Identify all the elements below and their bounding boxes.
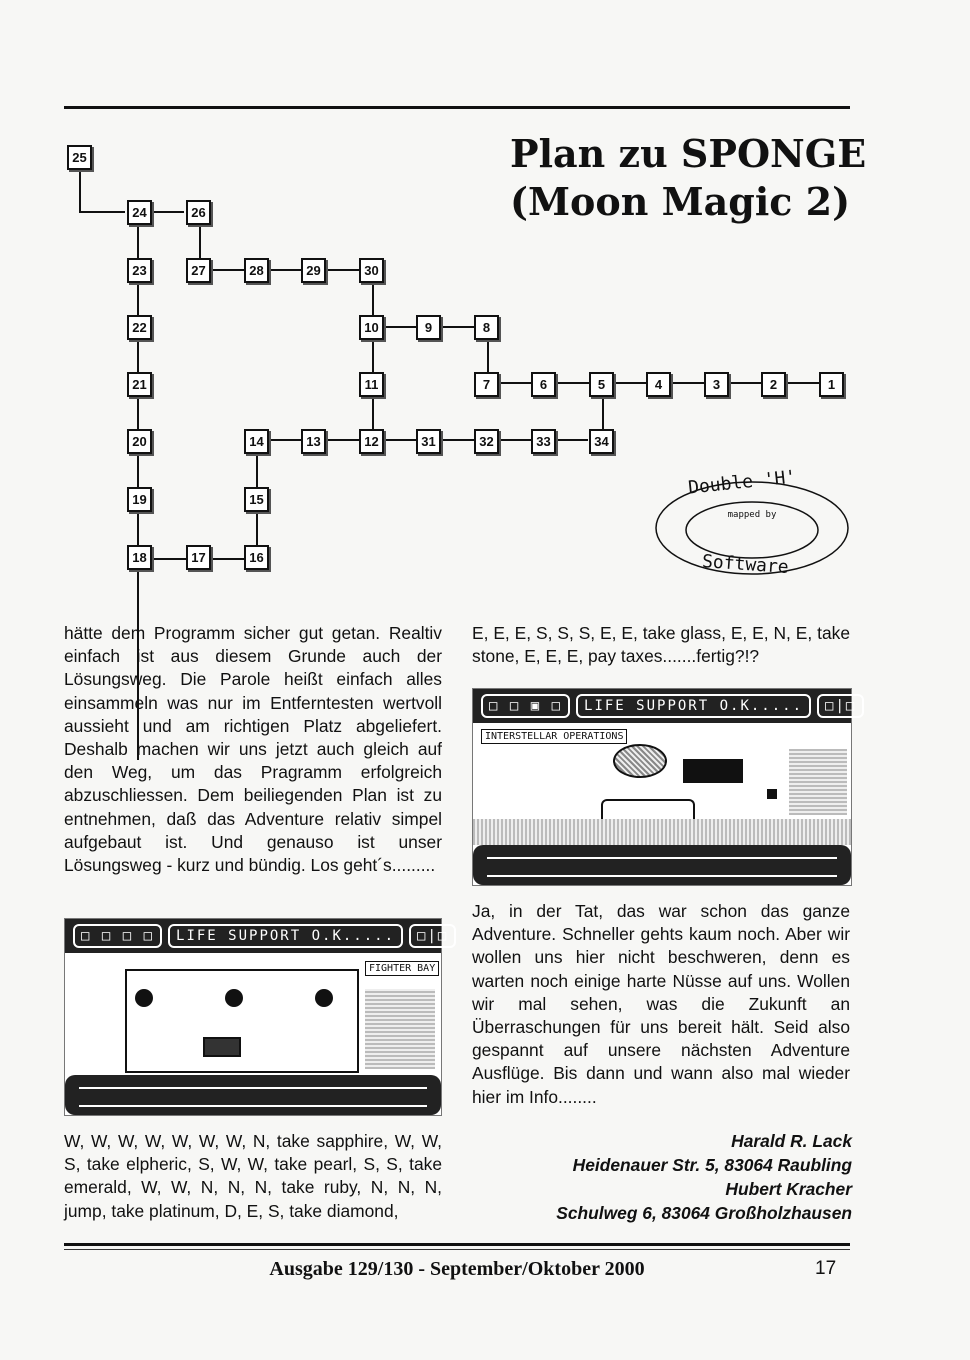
small-block (767, 789, 777, 799)
status-dots: □ □ ▣ □ (481, 694, 570, 718)
control-block (683, 759, 743, 783)
room-2: 2 (761, 372, 786, 397)
status-indicator: □|□ (817, 694, 864, 718)
room-15: 15 (244, 487, 269, 512)
status-bar (473, 689, 857, 723)
room-21: 21 (127, 372, 152, 397)
map-link (79, 172, 81, 212)
room-20: 20 (127, 429, 152, 454)
room-14: 14 (244, 429, 269, 454)
room-18: 18 (127, 545, 152, 570)
hangar-light (315, 989, 333, 1007)
issue-footer: Ausgabe 129/130 - September/Oktober 2000 (269, 1258, 645, 1280)
logo-middle-text: mapped by (727, 510, 777, 520)
room-1: 1 (819, 372, 844, 397)
fighter-ship (203, 1037, 241, 1057)
room-11: 11 (359, 372, 384, 397)
wall-panel (789, 749, 847, 815)
map-link (212, 269, 372, 271)
desk (601, 799, 695, 819)
right-paragraph: Ja, in der Tat, das war schon das ganze Adventure. Schneller gehts kaum noch. Aber wir wollen uns hier nicht beschweren, denn es warten noch einige harte Nüsse auf uns. Wollen wir mal sehen, was die Zukunft an Überraschungen für uns bereit hält. Seid also gespannt auf unsere nächsten Adventure Ausflüge. Bis dann und wann also mal wieder hier im Info........ (472, 901, 850, 1107)
room-12: 12 (359, 429, 384, 454)
room-28: 28 (244, 258, 269, 283)
page-title (510, 130, 866, 226)
bottom-rule-thin (64, 1249, 850, 1250)
location-label: INTERSTELLAR OPERATIONS (481, 729, 627, 744)
side-panel (365, 989, 435, 1069)
room-31: 31 (416, 429, 441, 454)
console-panel (473, 845, 851, 885)
page-number: 17 (815, 1258, 837, 1279)
room-23: 23 (127, 258, 152, 283)
title-line-2: (Moon Magic 2) (510, 179, 851, 224)
room-13: 13 (301, 429, 326, 454)
map-link (487, 340, 489, 372)
hangar-light (225, 989, 243, 1007)
room-30: 30 (359, 258, 384, 283)
room-5: 5 (589, 372, 614, 397)
room-33: 33 (531, 429, 556, 454)
status-bar (65, 919, 449, 953)
room-3: 3 (704, 372, 729, 397)
room-26: 26 (186, 200, 211, 225)
room-22: 22 (127, 315, 152, 340)
room-16: 16 (244, 545, 269, 570)
right-walkthrough: E, E, E, S, S, S, E, E, take glass, E, E, N, E, take stone, E, E, E, pay taxes.......fertig?!? (472, 623, 850, 667)
room-25: 25 (67, 145, 92, 170)
left-paragraph: hätte dem Programm sicher gut getan. Realtiv einfach ist aus diesem Grunde auch der Lösungsweg. Die Parole heißt einfach alles einsammeln was nur im Entferntesten wertvoll aussieht und am richtigen Platz abgeliefert. Deshalb machen wir uns jetzt auch gleich auf den Weg, um das Pragramm erfolgreich abzuschliessen. Dem beiliegenden Plan ist zu entnehmen, daß das Adventure relativ simpel aufgebaut ist. Und genauso ist unser Lösungsweg - kurz und bündig. Los geht´s......... (64, 623, 442, 876)
room-9: 9 (416, 315, 441, 340)
room-29: 29 (301, 258, 326, 283)
floor (473, 819, 851, 845)
status-text: LIFE SUPPORT O.K..... (168, 924, 403, 948)
map-link (372, 282, 374, 432)
author-address-2: Schulweg 6, 83064 Großholzhausen (556, 1203, 852, 1223)
logo-bottom-text: Software (701, 551, 790, 578)
room-24: 24 (127, 200, 152, 225)
hangar-light (135, 989, 153, 1007)
location-label: FIGHTER BAY (365, 961, 439, 976)
top-rule (64, 106, 850, 109)
console-panel (65, 1075, 441, 1115)
room-19: 19 (127, 487, 152, 512)
status-text: LIFE SUPPORT O.K..... (576, 694, 811, 718)
room-8: 8 (474, 315, 499, 340)
title-line-1: Plan zu SPONGE (510, 131, 867, 176)
author-address-1: Heidenauer Str. 5, 83064 Raubling (572, 1155, 852, 1175)
author-name-1: Harald R. Lack (731, 1131, 852, 1151)
status-dots: □ □ □ □ (73, 924, 162, 948)
room-7: 7 (474, 372, 499, 397)
status-indicator: □|□ (409, 924, 456, 948)
hangar-room (125, 969, 359, 1073)
map-link (79, 211, 125, 213)
room-27: 27 (186, 258, 211, 283)
room-10: 10 (359, 315, 384, 340)
room-6: 6 (531, 372, 556, 397)
computer-screen (613, 744, 667, 778)
logo-top-text: Double 'H' (687, 466, 798, 499)
room-34: 34 (589, 429, 614, 454)
room-4: 4 (646, 372, 671, 397)
left-walkthrough: W, W, W, W, W, W, W, N, take sapphire, W, W, S, take elpheric, S, W, W, take pearl, S, S, take emerald, W, W, N, N, N, take ruby, N, N, N, jump, take platinum, D, E, S, take diamond, (64, 1131, 442, 1221)
map-link (199, 226, 201, 258)
mapper-logo (652, 466, 852, 582)
author-name-2: Hubert Kracher (725, 1179, 852, 1199)
bottom-rule (64, 1243, 850, 1246)
screenshot-fighter-bay (64, 918, 449, 1116)
room-17: 17 (186, 545, 211, 570)
room-32: 32 (474, 429, 499, 454)
screenshot-interstellar-operations (472, 688, 857, 886)
map-link (152, 211, 184, 213)
